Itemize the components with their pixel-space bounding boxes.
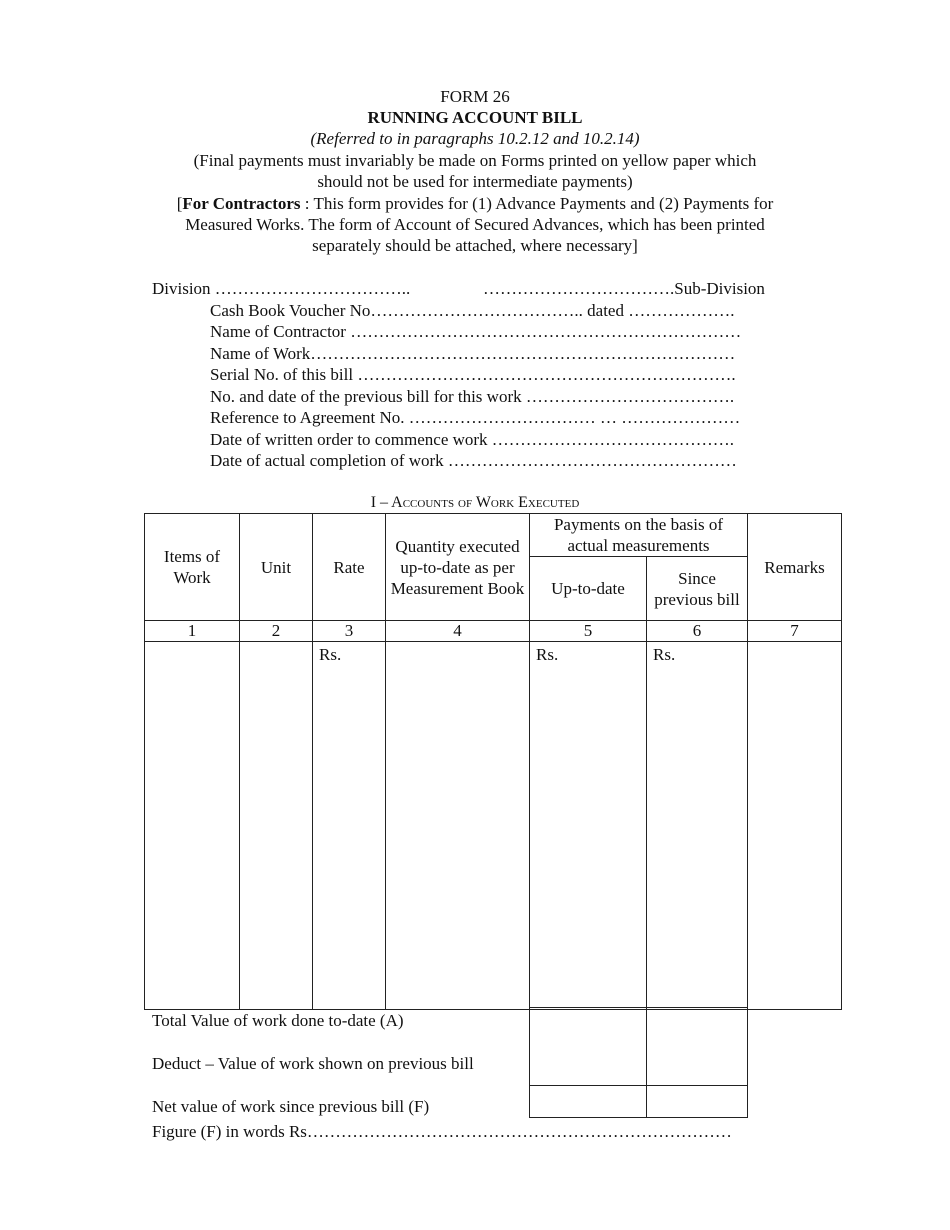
column-number: 1 xyxy=(145,621,240,642)
header-rate: Rate xyxy=(313,514,386,621)
work-name-field[interactable]: Name of Work………………………………………………………………… xyxy=(210,344,736,363)
previous-bill-field[interactable]: No. and date of the previous bill for this work ………………………………. xyxy=(210,387,735,406)
rate-cell[interactable] xyxy=(313,642,386,1010)
unit-cell[interactable] xyxy=(240,642,313,1010)
contractor-name-field[interactable]: Name of Contractor …………………………………………………………… xyxy=(210,322,742,341)
column-number: 2 xyxy=(240,621,313,642)
column-number: 3 xyxy=(313,621,386,642)
header-up-to-date: Up-to-date xyxy=(530,557,647,621)
currency-label: Rs. xyxy=(653,645,676,664)
column-number: 6 xyxy=(647,621,748,642)
commence-date-field[interactable]: Date of written order to commence work ……………………………………. xyxy=(210,430,735,449)
total-since-previous-box[interactable] xyxy=(646,1007,748,1086)
contractor-note-text: : This form provides for (1) Advance Payments and (2) Payments for xyxy=(300,194,774,213)
form-title: RUNNING ACCOUNT BILL xyxy=(367,108,583,127)
contractor-note-line-3: separately should be attached, where necessary] xyxy=(312,236,638,255)
since-previous-cell[interactable] xyxy=(647,642,748,1010)
header-remarks: Remarks xyxy=(748,514,842,621)
deduct-label: Deduct – Value of work shown on previous bill xyxy=(152,1054,474,1073)
column-number: 5 xyxy=(530,621,647,642)
currency-label: Rs. xyxy=(536,645,559,664)
section-title: I – Accounts of Work Executed xyxy=(370,494,580,511)
column-number: 4 xyxy=(386,621,530,642)
total-up-to-date-box[interactable] xyxy=(529,1007,647,1086)
agreement-field[interactable]: Reference to Agreement No. …………………………… … ………………… xyxy=(210,408,741,427)
work-table xyxy=(144,513,842,1010)
contractor-note-line-1: [For Contractors : This form provides for (1) Advance Payments and (2) Payments for xyxy=(176,194,774,213)
figure-in-words-field[interactable]: Figure (F) in words Rs………………………………………………………………… xyxy=(152,1122,732,1141)
remarks-cell[interactable] xyxy=(748,642,842,1010)
net-value-label: Net value of work since previous bill (F) xyxy=(152,1097,430,1116)
completion-date-field[interactable]: Date of actual completion of work …………………………………………… xyxy=(210,451,737,470)
contractor-note-line-2: Measured Works. The form of Account of Secured Advances, which has been printed xyxy=(185,215,765,234)
bill-serial-field[interactable]: Serial No. of this bill …………………………………………………………. xyxy=(210,365,736,384)
quantity-cell[interactable] xyxy=(386,642,530,1010)
header-since-previous-bill: Since previous bill xyxy=(647,557,748,621)
header-payments-group: Payments on the basis of actual measurements xyxy=(530,514,748,557)
note-line-2: should not be used for intermediate payments) xyxy=(317,172,633,191)
form-number: FORM 26 xyxy=(440,87,510,106)
cash-book-voucher-field[interactable]: Cash Book Voucher No……………………………….. dated ………………. xyxy=(210,301,735,320)
up-to-date-cell[interactable] xyxy=(530,642,647,1010)
column-number: 7 xyxy=(748,621,842,642)
net-up-to-date-box[interactable] xyxy=(529,1085,647,1118)
total-value-label: Total Value of work done to-date (A) xyxy=(152,1011,404,1030)
totals-section xyxy=(144,1008,841,1118)
currency-label: Rs. xyxy=(319,645,342,664)
header-items-of-work: Items of Work xyxy=(145,514,240,621)
header-unit: Unit xyxy=(240,514,313,621)
items-cell[interactable] xyxy=(145,642,240,1010)
note-line-1: (Final payments must invariably be made on Forms printed on yellow paper which xyxy=(193,151,757,170)
division-field[interactable]: Division …………………………….. xyxy=(152,279,411,298)
header-quantity: Quantity executed up-to-date as per Measurement Book xyxy=(386,514,530,621)
form-reference: (Referred to in paragraphs 10.2.12 and 10.2.14) xyxy=(310,129,640,148)
contractor-label: For Contractors xyxy=(182,194,301,213)
net-since-previous-box[interactable] xyxy=(646,1085,748,1118)
sub-division-field[interactable]: …………………………….Sub-Division xyxy=(483,279,765,298)
